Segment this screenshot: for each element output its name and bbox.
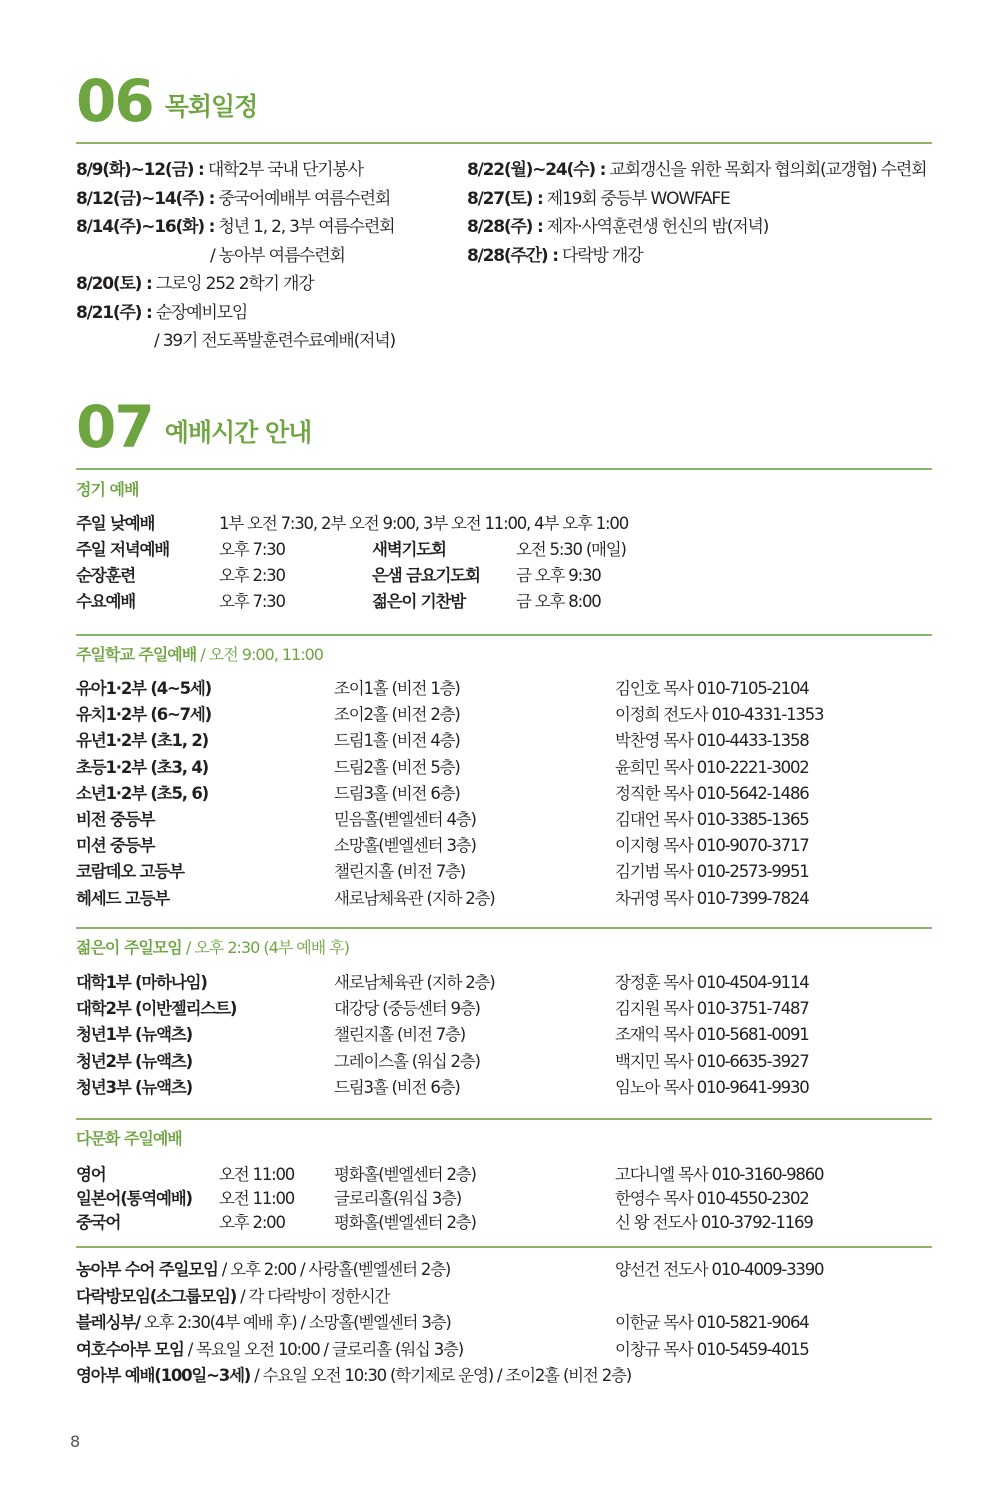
service-name: 은샘 금요기도회 (372, 566, 480, 585)
dept-place: 새로남체육관 (지하 2층) (334, 973, 495, 992)
dept-place: 소망홀(벧엘센터 3층) (334, 836, 476, 856)
dept-place: 드림3홀 (비전 6층) (334, 783, 460, 803)
meeting-info (76, 1257, 450, 1283)
schedule-date: 8/28(주) : (467, 217, 543, 237)
table-row (76, 1075, 936, 1101)
service-time: 오후 2:30 (219, 566, 285, 585)
dept-place: 그레이스홀 (워십 2층) (334, 1051, 480, 1071)
divider (76, 927, 932, 929)
meeting-detail: / 수요일 오전 10:30 (학기제로 운영) / 조이2홀 (비전 2층) (250, 1366, 631, 1385)
section-07-number: 07 (76, 393, 153, 461)
table-row (76, 886, 936, 912)
meeting-name: 블레싱부/ (76, 1313, 140, 1332)
service-name: 주일 저녁예배 (76, 540, 169, 559)
schedule-item (467, 156, 926, 185)
page-number: 8 (70, 1432, 81, 1451)
sunday-school-title (76, 645, 323, 665)
section-06-rule (76, 142, 932, 144)
multicultural-title: 다문화 주일예배 (76, 1129, 182, 1148)
dept-name: 미션 중등부 (76, 836, 155, 856)
schedule-item (467, 213, 926, 242)
schedule-date: 8/28(주간) : (467, 245, 558, 266)
section-06-header (76, 67, 258, 135)
service-contact: 한영수 목사 010-4550-2302 (615, 1189, 809, 1208)
schedule-desc: 그로잉 252 2학기 개강 (151, 274, 314, 294)
service-place: 글로리홀(워십 3층) (334, 1189, 461, 1208)
dept-name: 헤세드 고등부 (76, 888, 169, 908)
schedule-desc: 다락방 개강 (557, 245, 643, 266)
schedule-desc: / 농아부 여름수련회 (210, 245, 345, 266)
multicultural-table (76, 1162, 936, 1234)
service-place: 평화홀(벧엘센터 2층) (334, 1213, 476, 1232)
table-row (76, 1049, 936, 1075)
schedule-desc: 중국어예배부 여름수련회 (214, 188, 391, 209)
list-item (76, 1337, 936, 1364)
service-time: 오전 11:00 (219, 1189, 295, 1208)
schedule-date: 8/21(주) : (76, 302, 152, 323)
service-time: 오후 2:00 (219, 1213, 285, 1232)
service-time: 오전 5:30 (매일) (516, 540, 626, 559)
dept-contact: 김기범 목사 010-2573-9951 (615, 862, 809, 882)
sunday-school-title-time: / 오전 9:00, 11:00 (196, 645, 323, 664)
service-place: 평화홀(벧엘센터 2층) (334, 1165, 476, 1184)
schedule-date: 8/20(토) : (76, 274, 152, 294)
dept-name: 유년1·2부 (초1, 2) (76, 731, 208, 751)
schedule-date: 8/22(월)~24(수) : (467, 160, 606, 180)
dept-contact: 이지형 목사 010-9070-3717 (615, 836, 809, 856)
table-row (76, 1210, 936, 1234)
meeting-info (76, 1337, 463, 1363)
list-item (76, 1284, 936, 1311)
schedule-desc: 교회갱신을 위한 목회자 협의회(교갱협) 수련회 (605, 160, 927, 180)
dept-contact: 백지민 목사 010-6635-3927 (615, 1051, 809, 1071)
dept-place: 조이1홀 (비전 1층) (334, 679, 460, 698)
schedule-item (76, 327, 395, 356)
language: 중국어 (76, 1213, 121, 1232)
table-row (76, 511, 936, 537)
meeting-info (76, 1284, 389, 1310)
table-row (76, 676, 936, 702)
schedule-desc: 청년 1, 2, 3부 여름수련회 (214, 217, 395, 237)
dept-contact: 김대언 목사 010-3385-1365 (615, 809, 809, 829)
schedule-date: 8/12(금)~14(주) : (76, 188, 215, 209)
schedule-item (76, 156, 395, 185)
table-row (76, 537, 936, 563)
language: 일본어(통역예배) (76, 1189, 192, 1208)
table-row (76, 563, 936, 589)
youth-meeting-title (76, 938, 349, 958)
dept-contact: 박찬영 목사 010-4433-1358 (615, 731, 809, 751)
dept-name: 청년2부 (뉴액츠) (76, 1051, 192, 1071)
list-item (76, 1257, 936, 1284)
sunday-school-table (76, 676, 936, 912)
dept-name: 유아1·2부 (4~5세) (76, 679, 211, 698)
meeting-name: 여호수아부 모임 (76, 1339, 184, 1359)
meeting-detail: / 목요일 오전 10:00 / 글로리홀 (워십 3층) (183, 1339, 463, 1359)
dept-contact: 윤희민 목사 010-2221-3002 (615, 757, 809, 777)
list-item (76, 1310, 936, 1337)
dept-name: 코람데오 고등부 (76, 862, 184, 882)
service-name: 순장훈련 (76, 566, 135, 585)
meeting-contact: 이창규 목사 010-5459-4015 (615, 1339, 809, 1359)
schedule-item (76, 299, 395, 328)
service-contact: 신 왕 전도사 010-3792-1169 (615, 1213, 813, 1232)
schedule-date: 8/14(주)~16(화) : (76, 217, 215, 237)
schedule-item (467, 242, 926, 271)
regular-worship-table (76, 511, 936, 615)
sunday-school-title-text: 주일학교 주일예배 (76, 645, 197, 664)
dept-place: 드림3홀 (비전 6층) (334, 1077, 460, 1097)
meeting-name: 다락방모임(소그룹모임) (76, 1286, 237, 1306)
meeting-info (76, 1363, 631, 1389)
table-row (76, 970, 936, 996)
dept-contact: 조재익 목사 010-5681-0091 (615, 1025, 809, 1045)
service-time: 오후 7:30 (219, 592, 285, 611)
schedule-item (76, 270, 395, 299)
dept-place: 대강당 (중등센터 9층) (334, 999, 480, 1019)
meeting-contact: 이한균 목사 010-5821-9064 (615, 1313, 809, 1332)
service-name: 수요예배 (76, 592, 135, 611)
dept-place: 새로남체육관 (지하 2층) (334, 888, 495, 908)
dept-contact: 차귀영 목사 010-7399-7824 (615, 888, 809, 908)
dept-place: 드림1홀 (비전 4층) (334, 731, 460, 751)
table-row (76, 702, 936, 728)
meeting-contact: 양선건 전도사 010-4009-3390 (615, 1260, 824, 1279)
table-row (76, 781, 936, 807)
schedule-right-column (467, 156, 926, 270)
dept-contact: 이정희 전도사 010-4331-1353 (615, 705, 824, 725)
schedule-desc: 대학2부 국내 단기봉사 (203, 160, 363, 180)
service-name: 주일 낮예배 (76, 514, 155, 533)
table-row (76, 833, 936, 859)
service-contact: 고다니엘 목사 010-3160-9860 (615, 1165, 824, 1184)
table-row (76, 1022, 936, 1048)
dept-contact: 정직한 목사 010-5642-1486 (615, 783, 809, 803)
meeting-detail: / 각 다락방이 정한시간 (236, 1286, 390, 1306)
dept-name: 대학1부 (마하나임) (76, 973, 207, 992)
dept-place: 믿음홀(벧엘센터 4층) (334, 809, 476, 829)
service-name: 젊은이 기찬밤 (372, 592, 465, 611)
other-meetings-list (76, 1257, 936, 1390)
service-time: 오전 11:00 (219, 1165, 295, 1184)
meeting-detail: / 오후 2:00 / 사랑홀(벧엘센터 2층) (217, 1260, 451, 1279)
section-06-number: 06 (76, 67, 153, 135)
table-row (76, 859, 936, 885)
list-item (76, 1363, 936, 1390)
schedule-desc: / 39기 전도폭발훈련수료예배(저녁) (154, 331, 395, 351)
table-row (76, 728, 936, 754)
schedule-desc: 제19회 중등부 WOWFAFE (542, 188, 730, 209)
schedule-item (76, 242, 395, 271)
divider (76, 1118, 932, 1120)
meeting-detail: 오후 2:30(4부 예배 후) / 소망홀(벧엘센터 3층) (139, 1313, 451, 1332)
schedule-date: 8/9(화)~12(금) : (76, 160, 204, 180)
schedule-date: 8/27(토) : (467, 188, 543, 209)
table-row (76, 996, 936, 1022)
schedule-left-column (76, 156, 395, 356)
schedule-item (76, 213, 395, 242)
table-row (76, 1162, 936, 1186)
meeting-info (76, 1310, 451, 1336)
meeting-name: 농아부 수어 주일모임 (76, 1260, 218, 1279)
dept-contact: 김지원 목사 010-3751-7487 (615, 999, 809, 1019)
dept-place: 조이2홀 (비전 2층) (334, 705, 460, 725)
divider (76, 1246, 932, 1248)
dept-name: 청년1부 (뉴액츠) (76, 1025, 192, 1045)
service-time: 금 오후 8:00 (516, 592, 601, 611)
youth-meeting-title-text: 젊은이 주일모임 (76, 938, 182, 957)
schedule-desc: 순장예비모임 (151, 302, 248, 323)
service-time: 1부 오전 7:30, 2부 오전 9:00, 3부 오전 11:00, 4부 오후 1:00 (219, 514, 628, 533)
youth-meeting-title-time: / 오후 2:30 (4부 예배 후) (181, 938, 350, 957)
dept-name: 비전 중등부 (76, 809, 155, 829)
service-name: 새벽기도회 (372, 540, 446, 559)
dept-name: 초등1·2부 (초3, 4) (76, 757, 208, 777)
language: 영어 (76, 1165, 106, 1184)
dept-name: 유치1·2부 (6~7세) (76, 705, 211, 725)
dept-name: 소년1·2부 (초5, 6) (76, 783, 208, 803)
section-07-title: 예배시간 안내 (164, 418, 312, 447)
table-row (76, 1186, 936, 1210)
table-row (76, 589, 936, 615)
dept-name: 대학2부 (이반젤리스트) (76, 999, 237, 1019)
schedule-item (76, 185, 395, 214)
dept-contact: 임노아 목사 010-9641-9930 (615, 1077, 809, 1097)
youth-meeting-table (76, 970, 936, 1101)
meeting-name: 영아부 예배(100일~3세) (76, 1366, 251, 1385)
section-07-rule (76, 468, 932, 470)
dept-place: 챌린지홀 (비전 7층) (334, 1025, 466, 1045)
dept-contact: 김인호 목사 010-7105-2104 (615, 679, 809, 698)
schedule-item (467, 185, 926, 214)
dept-contact: 장정훈 목사 010-4504-9114 (615, 973, 809, 992)
service-time: 오후 7:30 (219, 540, 285, 559)
table-row (76, 755, 936, 781)
table-row (76, 807, 936, 833)
section-07-header (76, 393, 312, 461)
section-06-title: 목회일정 (164, 92, 258, 121)
dept-name: 청년3부 (뉴액츠) (76, 1077, 192, 1097)
schedule-desc: 제자·사역훈련생 헌신의 밤(저녁) (542, 217, 769, 237)
service-time: 금 오후 9:30 (516, 566, 601, 585)
dept-place: 챌린지홀 (비전 7층) (334, 862, 466, 882)
divider (76, 634, 932, 636)
regular-worship-title: 정기 예배 (76, 480, 139, 499)
dept-place: 드림2홀 (비전 5층) (334, 757, 460, 777)
